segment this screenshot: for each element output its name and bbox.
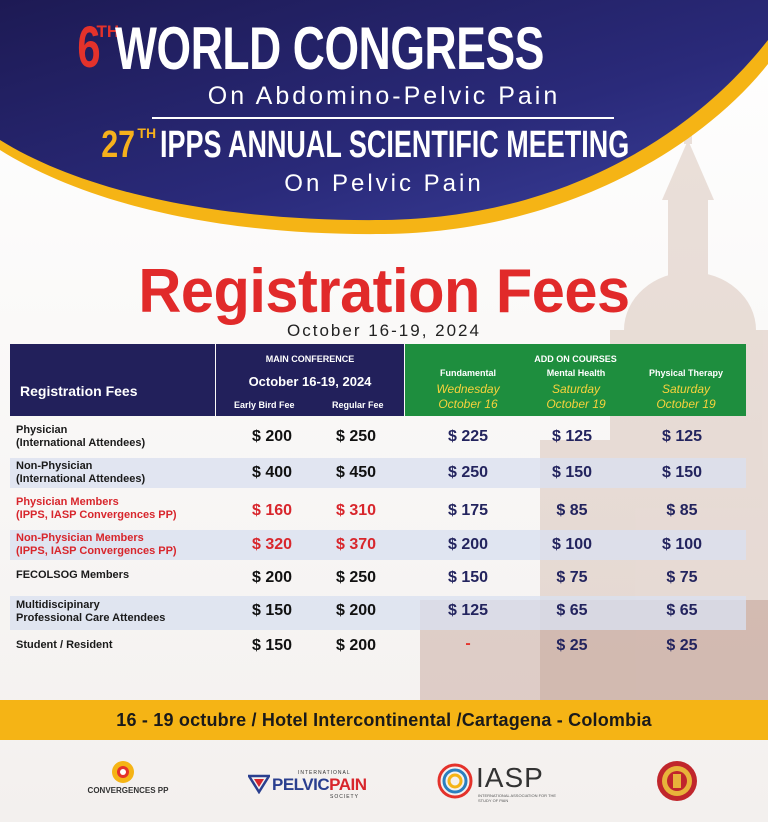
fundamental-fee: $ 200 <box>447 536 489 553</box>
physical-therapy-fee: $ 65 <box>666 602 698 619</box>
add-on-title: ADD ON COURSES <box>534 354 617 364</box>
row-label-line2: (IPPS, IASP Convergences PP) <box>16 509 177 521</box>
congress-ordinal <box>73 14 119 81</box>
course-name: Physical Therapy <box>648 368 724 378</box>
physical-therapy-fee: $ 85 <box>666 502 698 519</box>
table-row <box>10 492 746 530</box>
header-divider <box>152 117 614 119</box>
meeting-ordinal-number: 27 <box>101 124 136 166</box>
fecolsog-seal-icon <box>656 760 698 802</box>
mental-health-fee: $ 100 <box>551 536 593 553</box>
row-label-line1: Physician <box>16 424 68 436</box>
early-bird-fee: $ 400 <box>251 464 293 481</box>
regular-fee: $ 200 <box>335 637 377 654</box>
row-label-line2: (IPPS, IASP Convergences PP) <box>16 545 177 557</box>
convergences-logo-text: CONVERGENCES PP <box>87 786 169 795</box>
row-label-line2: (International Attendees) <box>16 437 146 449</box>
meeting-subtitle: On Pelvic Pain <box>284 170 484 197</box>
regular-fee: $ 450 <box>335 464 377 481</box>
mental-health-fee: $ 75 <box>556 569 588 586</box>
header-registration-fees: Registration Fees <box>10 344 215 416</box>
row-label-line1: Physician Members <box>16 496 119 508</box>
regular-fee: $ 370 <box>335 536 377 553</box>
course-fundamental <box>413 368 523 412</box>
convergences-logo-icon <box>108 758 138 786</box>
row-label-line1: Multidiscipinary <box>16 599 100 611</box>
early-bird-fee: $ 200 <box>251 428 293 445</box>
physical-therapy-fee: $ 125 <box>661 428 703 445</box>
venue-banner: 16 - 19 octubre / Hotel Intercontinental /Cartagena - Colombia <box>0 700 768 740</box>
regular-fee: $ 310 <box>335 502 377 519</box>
iasp-logo-subtext: INTERNATIONAL ASSOCIATION FOR THE STUDY OF PAIN <box>478 793 557 803</box>
row-label-line1: Non-Physician <box>16 460 93 472</box>
course-physical-therapy <box>631 368 741 412</box>
meeting-ordinal-suffix: TH <box>137 125 157 141</box>
regular-fee: $ 250 <box>335 428 377 445</box>
early-bird-fee: $ 160 <box>251 502 293 519</box>
congress-ordinal-suffix: TH <box>96 22 120 41</box>
ipp-logo-pain: PAIN <box>329 775 367 794</box>
meeting-title-line <box>0 124 768 167</box>
course-date: October 19 <box>656 397 716 411</box>
ipp-logo-top-text: INTERNATIONAL <box>298 770 351 776</box>
header-add-on-courses <box>405 344 746 416</box>
fundamental-fee: - <box>465 635 471 652</box>
row-label <box>16 496 177 522</box>
regular-fee: $ 200 <box>335 602 377 619</box>
row-label-line2: Professional Care Attendees <box>16 612 166 624</box>
regular-fee-header: Regular Fee <box>332 400 384 410</box>
course-name: Fundamental <box>439 368 496 378</box>
table-row <box>10 458 746 488</box>
pelvic-pain-society-logo-icon <box>248 774 270 794</box>
header-main-conference <box>216 344 404 416</box>
early-bird-header: Early Bird Fee <box>234 400 295 410</box>
table-row <box>10 564 746 596</box>
mental-health-fee: $ 150 <box>551 464 593 481</box>
row-label <box>16 599 165 625</box>
early-bird-fee: $ 320 <box>251 536 293 553</box>
course-day: Wednesday <box>436 382 500 396</box>
fundamental-fee: $ 175 <box>447 502 489 519</box>
main-conference-title: MAIN CONFERENCE <box>265 354 355 364</box>
congress-title: WORLD CONGRESS <box>115 15 545 82</box>
course-date: October 16 <box>438 397 498 411</box>
course-day: Saturday <box>551 382 601 396</box>
row-label-line1: Student / Resident <box>16 639 113 651</box>
course-date: October 19 <box>546 397 606 411</box>
row-label <box>16 424 145 450</box>
row-label <box>16 460 145 486</box>
table-row <box>10 596 746 630</box>
fundamental-fee: $ 250 <box>447 464 489 481</box>
row-label <box>16 532 177 558</box>
fundamental-fee: $ 125 <box>447 602 489 619</box>
fundamental-fee: $ 150 <box>447 569 489 586</box>
congress-ordinal-number: 6 <box>77 15 101 80</box>
row-label <box>16 569 129 582</box>
mental-health-fee: $ 125 <box>551 428 593 445</box>
physical-therapy-fee: $ 75 <box>666 569 698 586</box>
page-title: Registration Fees <box>138 257 630 326</box>
physical-therapy-fee: $ 150 <box>661 464 703 481</box>
table-row <box>10 530 746 560</box>
iasp-logo-text: IASP <box>476 762 544 793</box>
meeting-title: IPPS ANNUAL SCIENTIFIC MEETING <box>160 124 630 166</box>
table-row <box>10 632 746 664</box>
ipp-logo-pelvic: PELVIC <box>272 775 330 794</box>
course-name: Mental Health <box>546 368 606 378</box>
row-label-line1: Non-Physician Members <box>16 532 144 544</box>
fundamental-fee: $ 225 <box>447 428 489 445</box>
table-row <box>10 418 746 456</box>
row-label <box>16 639 113 652</box>
early-bird-fee: $ 200 <box>251 569 293 586</box>
ipp-logo-bottom-text: SOCIETY <box>330 794 359 800</box>
physical-therapy-fee: $ 25 <box>666 637 698 654</box>
course-day: Saturday <box>661 382 711 396</box>
main-conference-dates: October 16-19, 2024 <box>248 374 372 389</box>
iasp-logo-icon <box>436 762 474 800</box>
row-label-line1: FECOLSOG Members <box>16 569 130 581</box>
mental-health-fee: $ 65 <box>556 602 588 619</box>
page-date: October 16-19, 2024 <box>287 321 481 340</box>
regular-fee: $ 250 <box>335 569 377 586</box>
congress-subtitle: On Abdomino-Pelvic Pain <box>207 82 561 110</box>
row-label-line2: (International Attendees) <box>16 473 146 485</box>
course-mental-health <box>521 368 631 412</box>
early-bird-fee: $ 150 <box>251 602 293 619</box>
ipp-logo-main-text <box>272 775 367 795</box>
early-bird-fee: $ 150 <box>251 637 293 654</box>
physical-therapy-fee: $ 100 <box>661 536 703 553</box>
header <box>0 0 768 230</box>
mental-health-fee: $ 25 <box>556 637 588 654</box>
congress-title-line <box>0 14 768 83</box>
mental-health-fee: $ 85 <box>556 502 588 519</box>
